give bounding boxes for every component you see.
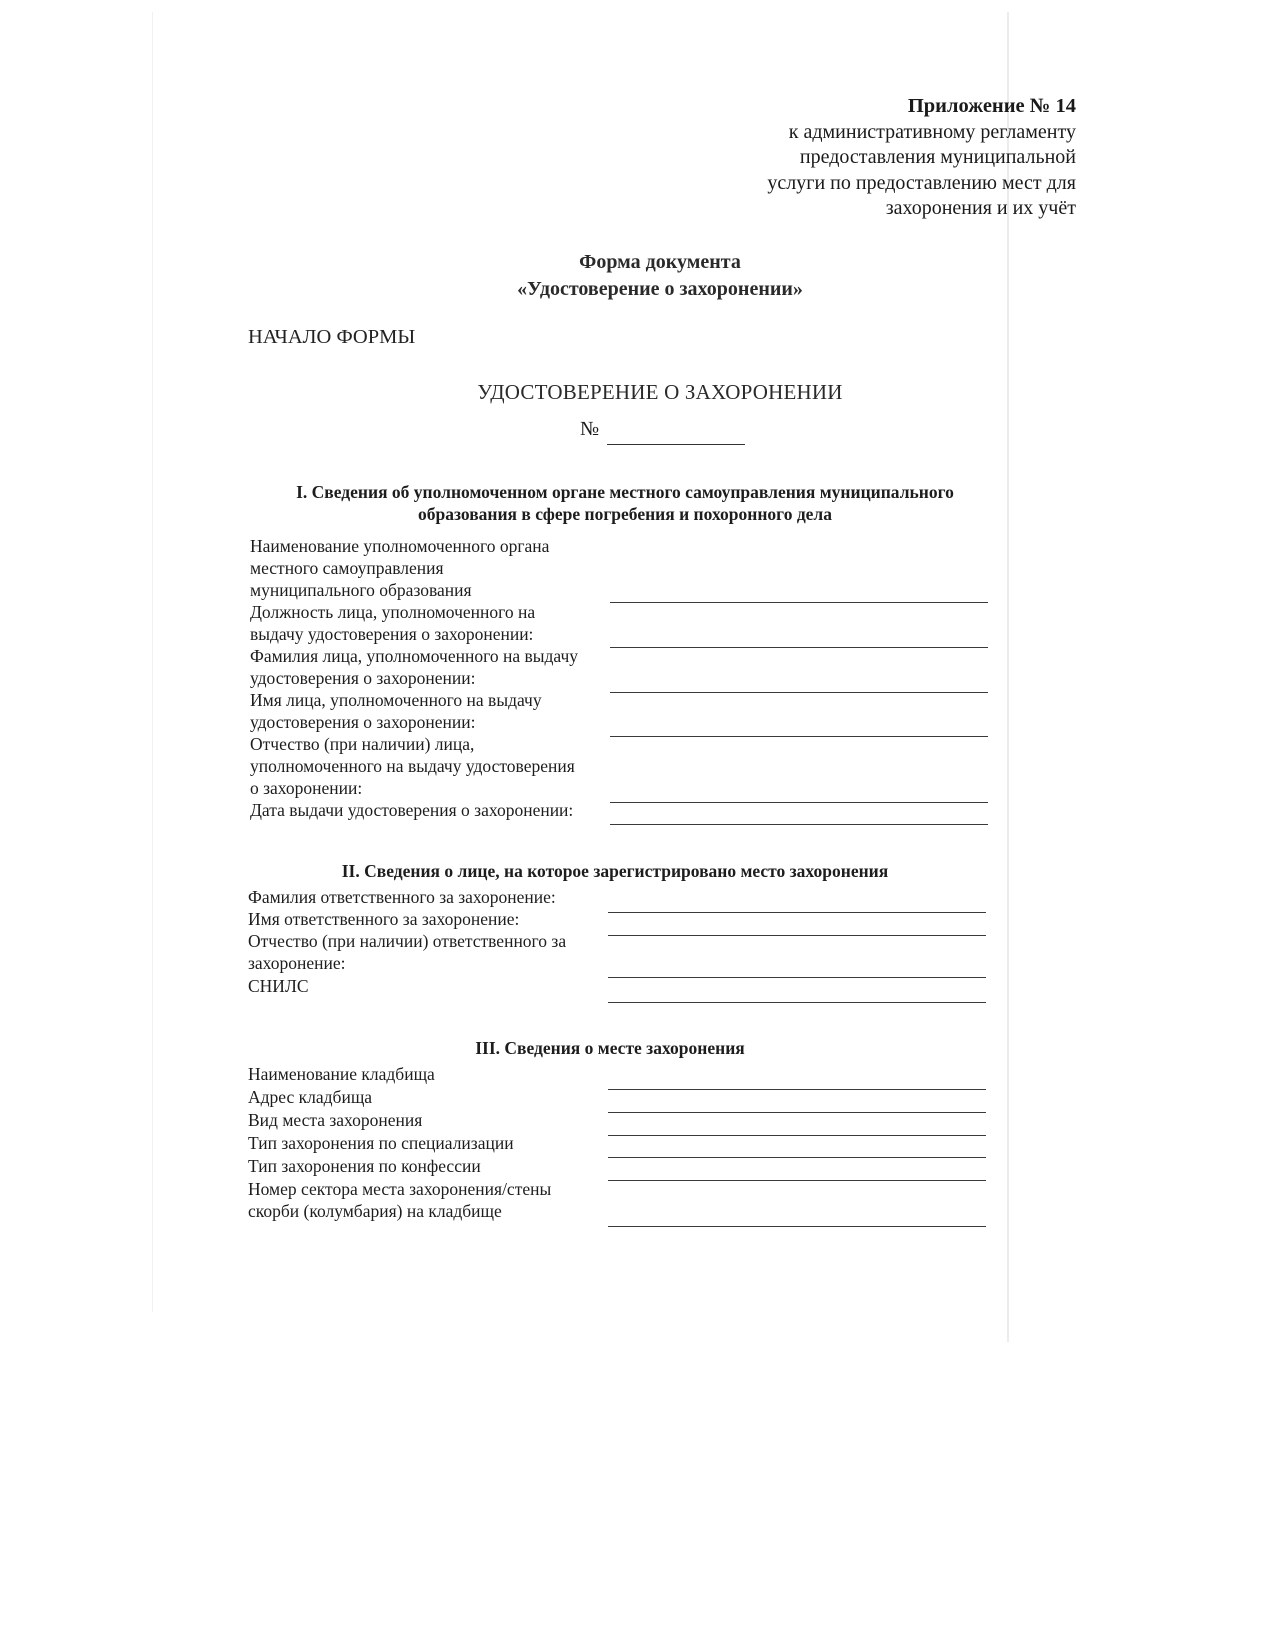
form-title — [300, 249, 1020, 303]
field-input-line[interactable] — [610, 602, 988, 603]
appendix-header — [656, 94, 1076, 222]
field-input-line[interactable] — [608, 1226, 986, 1227]
form-start-label: НАЧАЛО ФОРМЫ — [248, 326, 416, 348]
field-input-line[interactable] — [610, 692, 988, 693]
field-label-line: удостоверения о захоронении: — [250, 712, 476, 732]
field-label-line: Имя лица, уполномоченного на выдачу — [250, 690, 542, 710]
field-label-line: муниципального образования — [250, 580, 472, 600]
field-label — [248, 930, 566, 974]
field-label-line: Номер сектора места захоронения/стены — [248, 1179, 552, 1199]
form-title-line: Форма документа — [579, 251, 741, 273]
field-label — [248, 1132, 514, 1154]
field-label — [250, 601, 535, 645]
appendix-line: услуги по предоставлению мест для — [767, 171, 1076, 194]
field-input-line[interactable] — [608, 935, 986, 936]
appendix-line: предоставления муниципальной — [799, 146, 1076, 168]
field-label — [250, 689, 542, 733]
field-label-line: удостоверения о захоронении: — [250, 668, 476, 688]
field-label — [248, 1155, 481, 1177]
field-label-line: Фамилия ответственного за захоронение: — [248, 887, 556, 907]
field-label — [250, 799, 573, 821]
field-input-line[interactable] — [610, 802, 988, 803]
field-label-line: Вид места захоронения — [248, 1110, 423, 1130]
field-label-line: Дата выдачи удостоверения о захоронении: — [250, 800, 574, 820]
field-label — [248, 1109, 422, 1131]
certificate-title: УДОСТОВЕРЕНИЕ О ЗАХОРОНЕНИИ — [477, 380, 843, 404]
field-label-line: скорби (колумбария) на кладбище — [248, 1201, 502, 1221]
certificate-number-sign: № — [580, 418, 600, 440]
field-label-line: Наименование кладбища — [248, 1064, 435, 1084]
appendix-title: Приложение № 14 — [907, 95, 1076, 117]
field-label — [248, 1086, 372, 1108]
field-label-line: СНИЛС — [248, 976, 309, 996]
field-label-line: Фамилия лица, уполномоченного на выдачу — [250, 646, 579, 666]
field-label-line: Тип захоронения по конфессии — [248, 1156, 481, 1176]
field-label-line: Тип захоронения по специализации — [248, 1133, 514, 1153]
field-input-line[interactable] — [610, 736, 988, 737]
field-label — [250, 535, 549, 601]
field-input-line[interactable] — [608, 1180, 986, 1181]
field-label — [250, 733, 575, 799]
field-label-line: захоронение: — [248, 953, 346, 973]
field-label-line: уполномоченного на выдачу удостоверения — [250, 756, 575, 776]
field-label — [250, 645, 578, 689]
field-label — [248, 908, 519, 930]
scan-edge-left — [152, 12, 153, 1312]
section-3-title: III. Сведения о месте захоронения — [475, 1038, 745, 1058]
section-1-title-line: I. Сведения об уполномоченном органе местного самоуправления муниципального — [296, 482, 954, 502]
field-label-line: о захоронении: — [250, 778, 363, 798]
field-label — [248, 886, 556, 908]
field-input-line[interactable] — [610, 824, 988, 825]
field-label-line: Отчество (при наличии) лица, — [250, 734, 475, 754]
field-label-line: Отчество (при наличии) ответственного за — [248, 931, 567, 951]
field-label-line: Адрес кладбища — [248, 1087, 373, 1107]
section-2-title: II. Сведения о лице, на которое зарегистрировано место захоронения — [341, 861, 889, 881]
section-1-title — [250, 481, 1000, 525]
field-label-line: Должность лица, уполномоченного на — [250, 602, 536, 622]
section-1-title-line: образования в сфере погребения и похоронного дела — [417, 504, 833, 524]
field-input-line[interactable] — [610, 647, 988, 648]
field-input-line[interactable] — [608, 1089, 986, 1090]
field-label — [248, 1178, 551, 1222]
field-input-line[interactable] — [608, 977, 986, 978]
field-label-line: выдачу удостоверения о захоронении: — [250, 624, 534, 644]
field-label-line: Наименование уполномоченного органа — [250, 536, 550, 556]
field-input-line[interactable] — [608, 912, 986, 913]
form-title-line: «Удостоверение о захоронении» — [517, 278, 803, 300]
appendix-line: захоронения и их учёт — [885, 197, 1076, 219]
field-label-line: Имя ответственного за захоронение: — [248, 909, 520, 929]
field-input-line[interactable] — [608, 1157, 986, 1158]
appendix-line: к административному регламенту — [788, 120, 1076, 143]
field-input-line[interactable] — [608, 1112, 986, 1113]
field-label-line: местного самоуправления — [250, 558, 444, 578]
field-input-line[interactable] — [608, 1002, 986, 1003]
field-label — [248, 1063, 435, 1085]
field-label — [248, 975, 309, 997]
certificate-number-field[interactable] — [607, 444, 745, 445]
field-input-line[interactable] — [608, 1135, 986, 1136]
